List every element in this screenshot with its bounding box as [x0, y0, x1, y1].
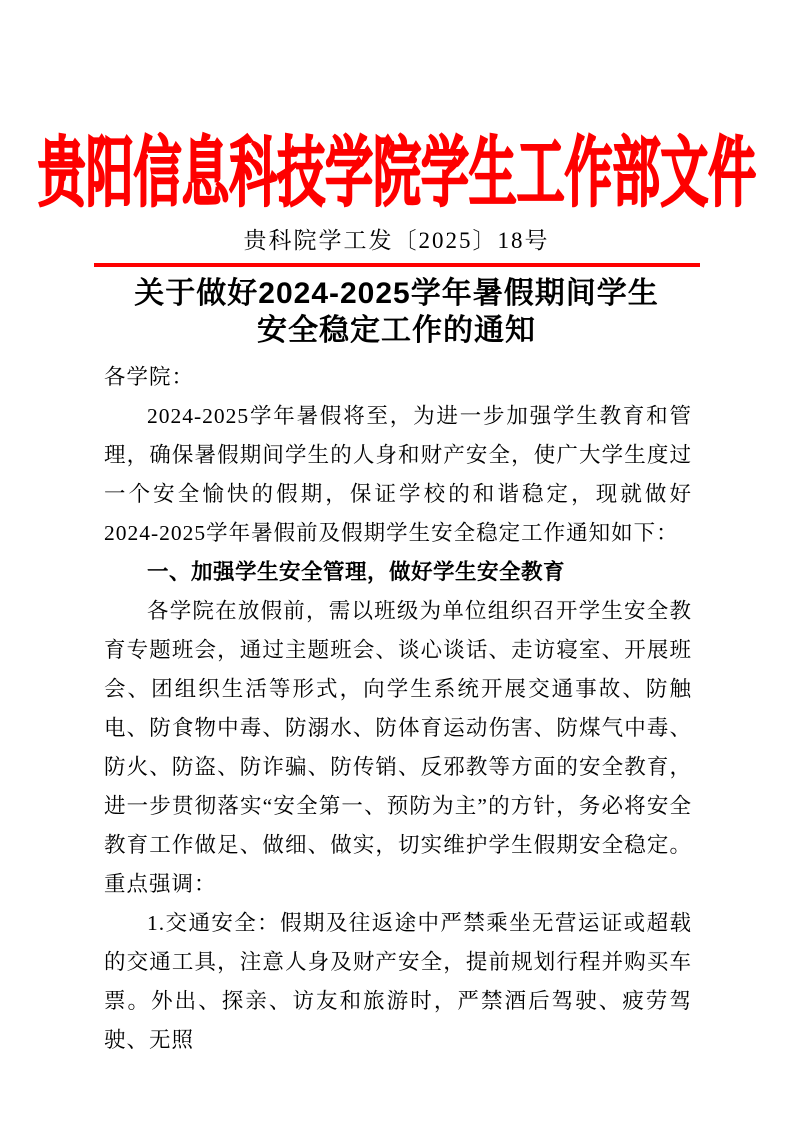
section-1-heading: 一、加强学生安全管理，做好学生安全教育 [147, 560, 566, 584]
section-1-item-traffic-safety: 1.交通安全：假期及往返途中严禁乘坐无营运证或超载的交通工具，注意人身及财产安全，提前规划行程并购买车票。外出、探亲、访友和旅游时，严禁酒后驾驶、疲劳驾驶、无照 [104, 911, 692, 1052]
org-title: 贵阳信息科技学院学生工作部文件 [37, 132, 756, 216]
document-header [0, 134, 793, 214]
salutation: 各学院： [104, 365, 195, 389]
notice-title-line1: 关于做好2024-2025学年暑假期间学生 [134, 277, 659, 310]
document-body [104, 358, 692, 1060]
notice-title [0, 275, 793, 349]
red-divider-line [94, 263, 700, 267]
notice-title-line2: 安全稳定工作的通知 [257, 314, 536, 347]
doc-number: 贵科院学工发〔2025〕18号 [243, 228, 550, 253]
intro-paragraph: 2024-2025学年暑假将至，为进一步加强学生教育和管理，确保暑假期间学生的人身和财产安全，使广大学生度过一个安全愉快的假期，保证学校的和谐稳定，现就做好2024-2025学年暑假前及假期学生安全稳定工作通知如下： [104, 404, 692, 545]
section-1-paragraph: 各学院在放假前，需以班级为单位组织召开学生安全教育专题班会，通过主题班会、谈心谈话、走访寝室、开展班会、团组织生活等形式，向学生系统开展交通事故、防触电、防食物中毒、防溺水、防体育运动伤害、防煤气中毒、防火、防盗、防诈骗、防传销、反邪教等方面的安全教育，进一步贯彻落实“安全第一、预防为主”的方针，务必将安全教育工作做足、做细、做实，切实维护学生假期安全稳定。重点强调： [104, 599, 692, 896]
